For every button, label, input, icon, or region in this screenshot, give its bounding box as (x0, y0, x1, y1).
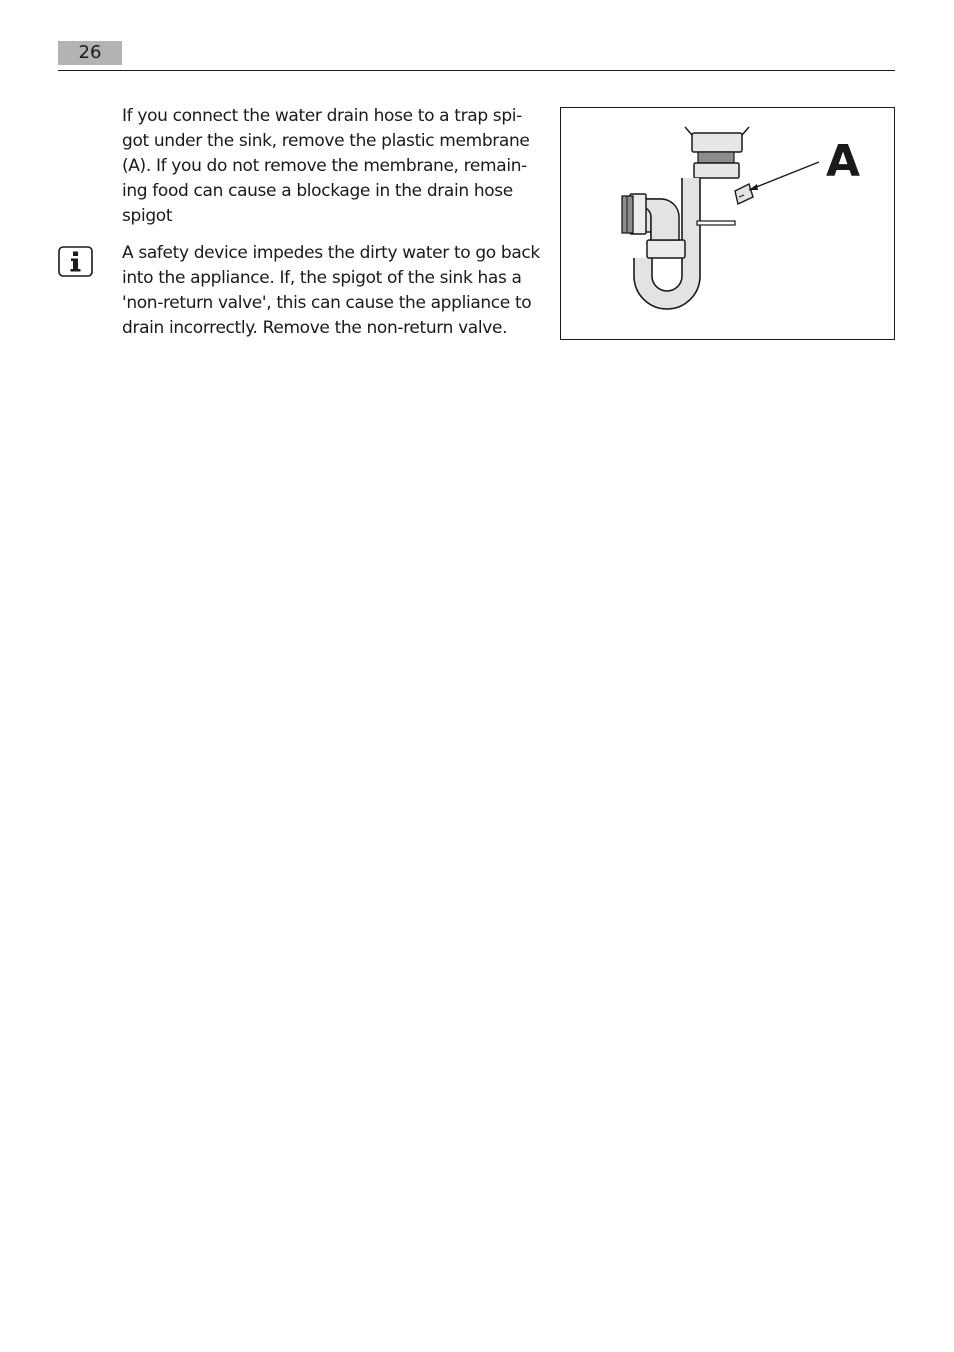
paragraph-line: If you connect the water drain hose to a trap spi- (122, 106, 522, 126)
header-rule (58, 70, 895, 71)
paragraph-line: 'non-return valve', this can cause the appliance to (122, 293, 532, 313)
paragraph-line: got under the sink, remove the plastic membrane (122, 131, 530, 151)
paragraph-line: drain incorrectly. Remove the non-return valve. (122, 318, 508, 338)
paragraph-line: spigot (122, 206, 173, 226)
sink-trap-drawing (561, 108, 894, 339)
paragraph-line: into the appliance. If, the spigot of the sink has a (122, 268, 522, 288)
sink-trap-illustration (560, 107, 895, 340)
paragraph-line: (A). If you do not remove the membrane, remain- (122, 156, 527, 176)
callout-label-a: A (826, 136, 861, 187)
membrane-instruction-paragraph (122, 104, 550, 229)
info-icon (58, 246, 93, 277)
page-number: 26 (58, 41, 122, 65)
paragraph-line: ing food can cause a blockage in the drain hose (122, 181, 513, 201)
paragraph-line: A safety device impedes the dirty water to go back (122, 243, 540, 263)
safety-device-paragraph (122, 241, 550, 341)
